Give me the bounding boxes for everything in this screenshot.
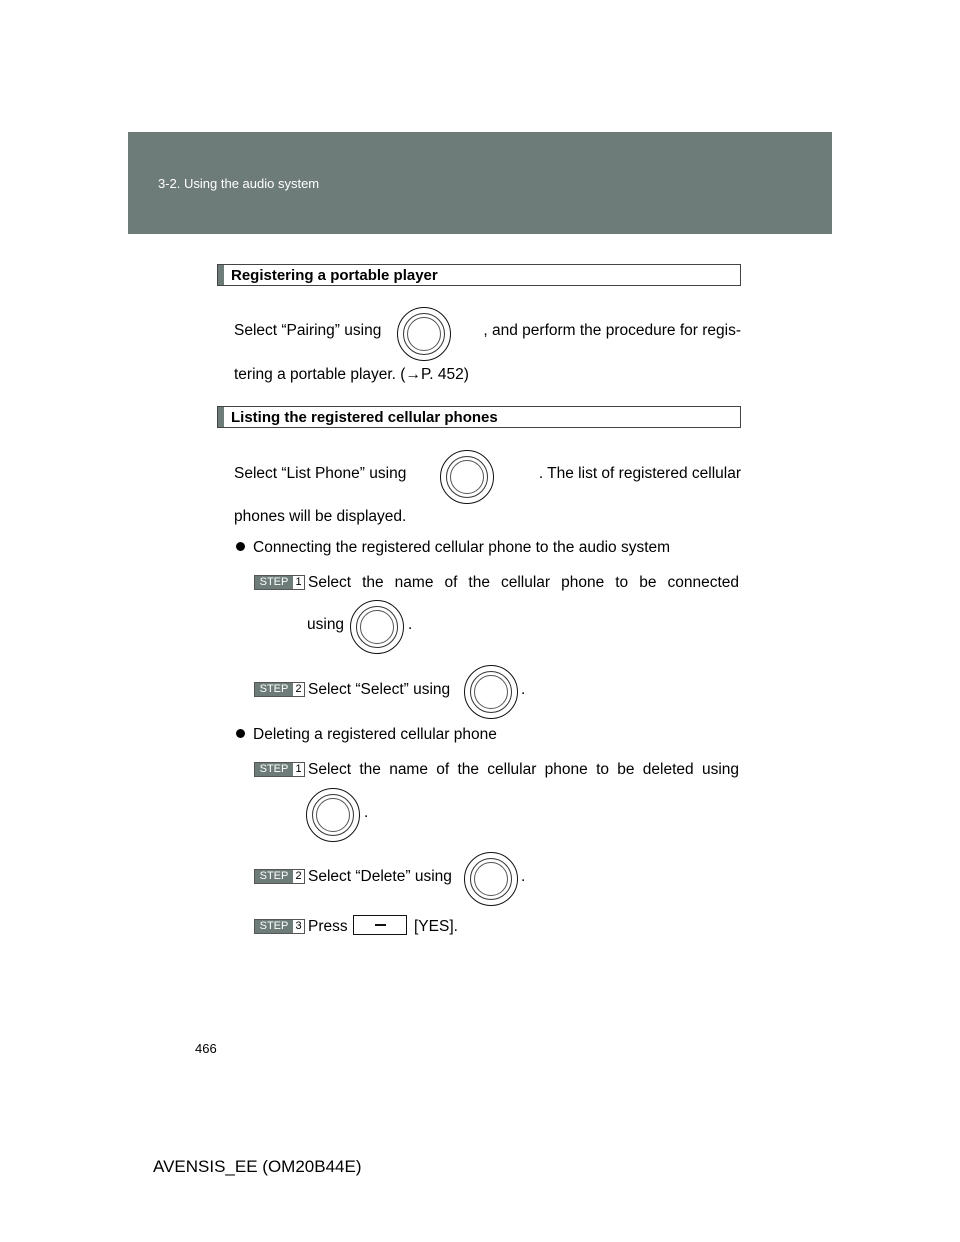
page-header [128,132,832,234]
deleting-step3-text: Press [308,918,348,935]
section-title-listing [217,406,741,428]
bullet-icon [236,729,245,738]
text: Select “List Phone” using [234,465,407,482]
tune-select-knob-icon [464,665,518,719]
section-title-registering [217,264,741,286]
section-title-text: Registering a portable player [231,267,438,284]
text: . The list of registered cellular [538,465,741,482]
text: Select the name of the cellular phone to be deleted using [308,761,739,778]
footer-model-code: AVENSIS_EE (OM20B44E) [153,1157,362,1176]
step-label: STEP [255,763,293,776]
text: Select the name of the cellular phone to be connected [308,574,739,591]
step-label: STEP [255,920,293,933]
text: Connecting the registered cellular phone to the audio system [253,539,671,556]
tune-select-knob-icon [306,788,360,842]
registering-line-1 [234,322,741,340]
tune-select-knob-icon [350,600,404,654]
tune-select-knob-icon [397,307,451,361]
text: Select “Pairing” using [234,322,382,339]
section-breadcrumb: 3-2. Using the audio system [158,176,320,191]
text: , and perform the procedure for regis- [483,322,741,339]
step-badge-2 [254,682,305,697]
text: using [307,616,345,633]
bullet-deleting [236,726,497,744]
text: . [521,868,526,885]
connecting-step2-text: Select “Select” using [308,681,451,698]
step-number: 2 [295,870,302,882]
step-label: STEP [255,870,293,883]
text: [YES]. [414,918,458,935]
step-label: STEP [255,576,293,589]
deleting-step2-text: Select “Delete” using [308,868,452,885]
step-label: STEP [255,683,293,696]
step-badge-1 [254,575,305,590]
section-accent [218,407,224,427]
listing-line-2: phones will be displayed. [234,508,407,525]
step-badge-3 [254,919,305,934]
step-number: 3 [295,920,302,932]
phone-button-icon [353,915,407,935]
tune-select-knob-icon [440,450,494,504]
text: . [521,681,526,698]
connecting-step1-line [308,574,739,592]
text: Deleting a registered cellular phone [253,726,497,743]
text: . [408,616,413,633]
bullet-icon [236,542,245,551]
tune-select-knob-icon [464,852,518,906]
step-badge-2 [254,869,305,884]
bullet-connecting [236,539,670,557]
text: . [364,804,369,821]
button-bar [375,924,386,926]
section-accent [218,265,224,285]
section-title-text: Listing the registered cellular phones [231,409,498,426]
step-number: 1 [295,763,302,775]
step-badge-1 [254,762,305,777]
page-number: 466 [195,1041,217,1056]
step-number: 2 [295,683,302,695]
deleting-step1-line [308,761,739,779]
step-number: 1 [295,576,302,588]
registering-line-2: tering a portable player. (→P. 452) [234,366,469,383]
